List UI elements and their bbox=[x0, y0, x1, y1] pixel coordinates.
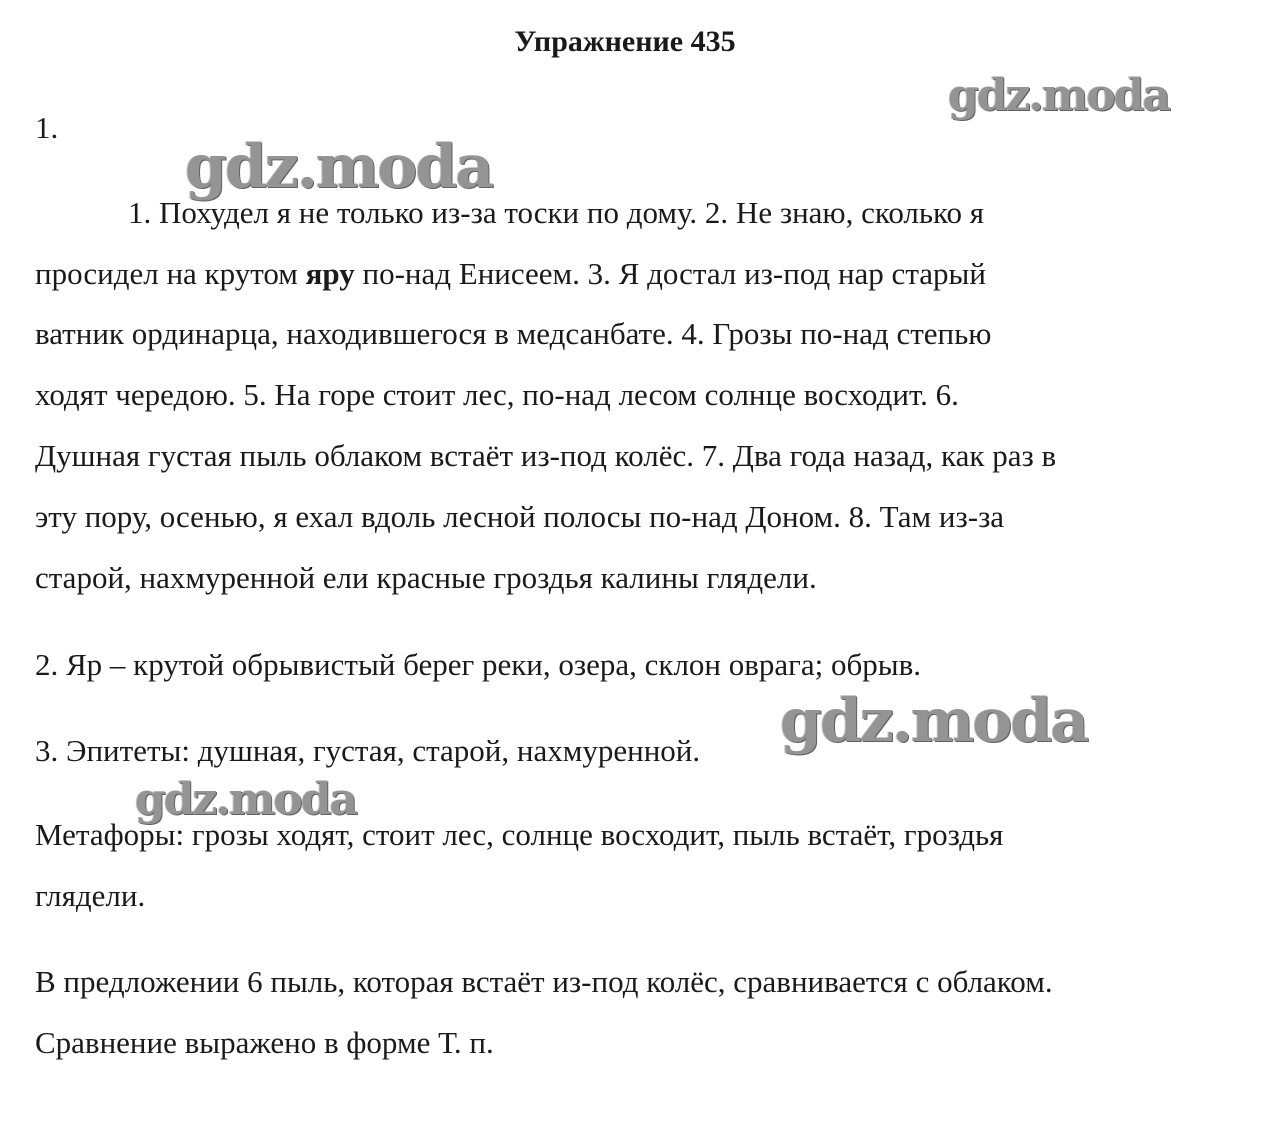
exercise-line-4: ходят чередою. 5. На горе стоит лес, по-над лесом солнце восходит. 6. bbox=[35, 377, 959, 412]
exercise-line-2-start: просидел на крутом bbox=[35, 256, 306, 291]
definition-paragraph: 2. Яр – крутой обрывистый берег реки, озера, склон оврага; обрыв. bbox=[35, 647, 921, 682]
comparison-line-2: Сравнение выражено в форме Т. п. bbox=[35, 1025, 494, 1060]
exercise-line-3: ватник ординарца, находившегося в медсанбате. 4. Грозы по-над степью bbox=[35, 316, 992, 351]
exercise-line-2-end: по-над Енисеем. 3. Я достал из-под нар старый bbox=[354, 256, 986, 291]
watermark: gdz.moda bbox=[948, 70, 1170, 121]
section-1-number: 1. bbox=[35, 110, 59, 145]
watermark: gdz.moda bbox=[135, 774, 357, 825]
exercise-line-1: 1. Похудел я не только из-за тоски по дому. 2. Не знаю, сколько я bbox=[128, 195, 985, 230]
watermark: gdz.moda bbox=[780, 686, 1088, 756]
page-title: Упражнение 435 bbox=[514, 25, 736, 58]
metaphors-line-1: Метафоры: грозы ходят, стоит лес, солнце восходит, пыль встаёт, гроздья bbox=[35, 817, 1004, 852]
exercise-line-5: Душная густая пыль облаком встаёт из-под колёс. 7. Два года назад, как раз в bbox=[35, 438, 1057, 473]
epithets-line: 3. Эпитеты: душная, густая, старой, нахмуренной. bbox=[35, 733, 701, 768]
exercise-line-6: эту пору, осенью, я ехал вдоль лесной полосы по-над Доном. 8. Там из-за bbox=[35, 499, 1005, 534]
bold-word: яру bbox=[305, 256, 355, 291]
watermark: gdz.moda bbox=[185, 132, 493, 202]
metaphors-line-2: глядели. bbox=[35, 878, 146, 913]
exercise-line-2 bbox=[35, 254, 986, 294]
exercise-line-7: старой, нахмуренной ели красные гроздья калины глядели. bbox=[35, 560, 817, 595]
comparison-line-1: В предложении 6 пыль, которая встаёт из-под колёс, сравнивается с облаком. bbox=[35, 964, 1053, 999]
